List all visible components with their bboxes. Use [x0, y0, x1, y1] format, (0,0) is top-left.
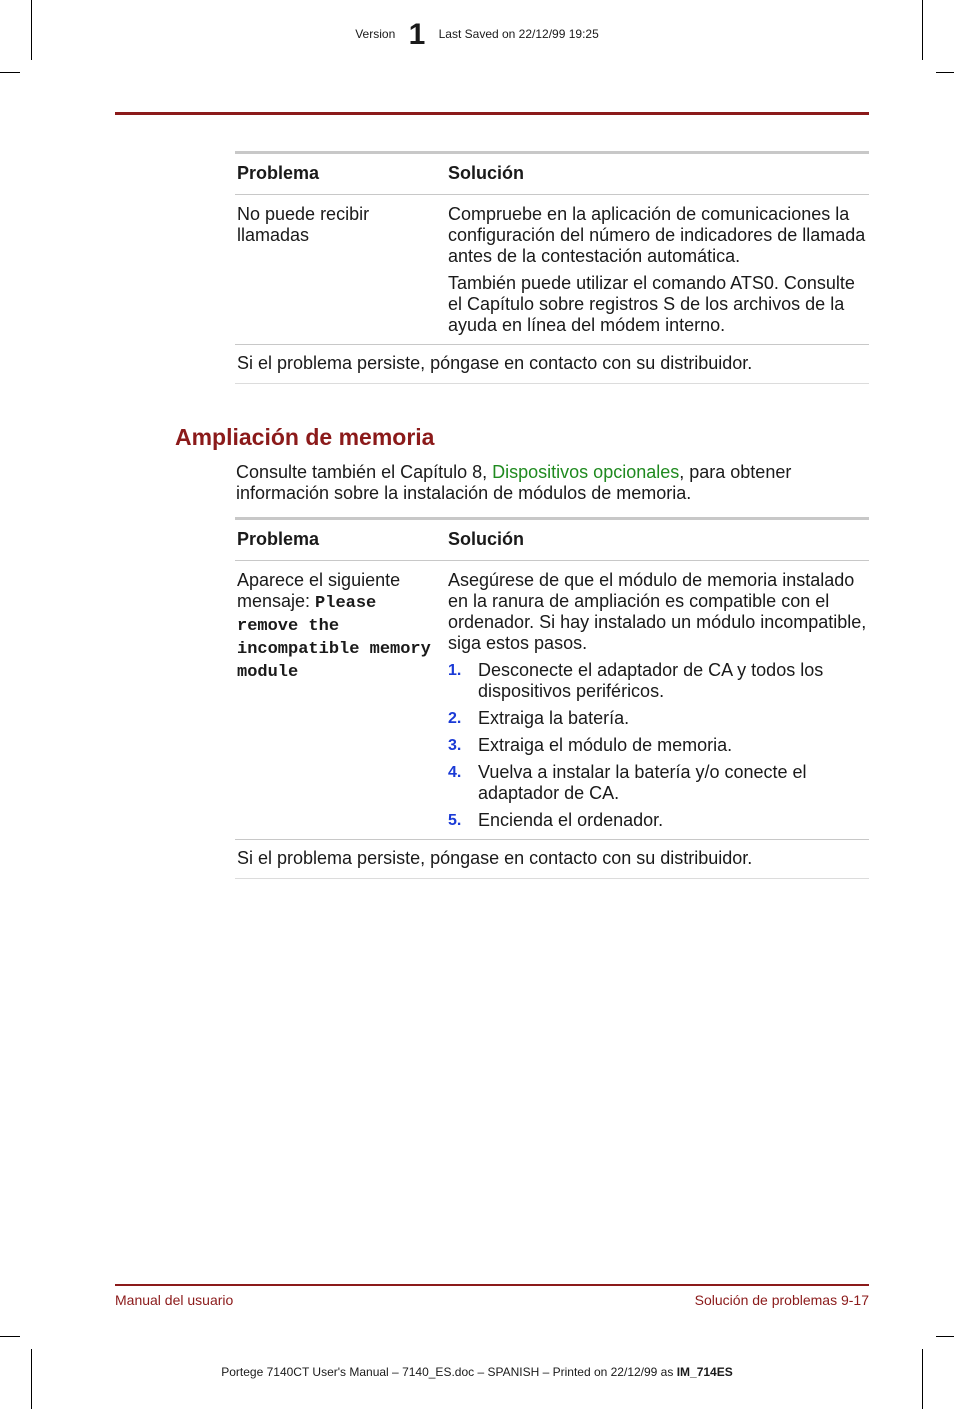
- solution-paragraph: También puede utilizar el comando ATS0. Consulte el Capítulo sobre registros S de los archivos de la ayuda en línea del módem interno.: [448, 273, 855, 335]
- table-row: [235, 561, 869, 840]
- step-number: 2.: [448, 710, 462, 727]
- version-header: [0, 18, 954, 52]
- version-number: 1: [408, 18, 426, 51]
- column-header-solution: Solución: [446, 519, 869, 561]
- crop-mark: [0, 1336, 20, 1337]
- problem-cell: [235, 561, 446, 840]
- step-text: Extraiga la batería.: [478, 708, 630, 728]
- step-text: Extraiga el módulo de memoria.: [478, 735, 733, 755]
- intro-text: Consulte también el Capítulo 8,: [236, 462, 493, 482]
- table-row: [235, 195, 869, 345]
- table-footer-note: Si el problema persiste, póngase en contacto con su distribuidor.: [235, 840, 869, 879]
- crop-mark: [922, 1349, 923, 1409]
- chapter-link[interactable]: Dispositivos opcionales: [492, 462, 680, 482]
- step-number: 3.: [448, 737, 462, 754]
- step-number: 1.: [448, 662, 462, 679]
- solution-paragraph: Asegúrese de que el módulo de memoria instalado en la ranura de ampliación es compatible con el ordenador. Si hay instalado un módulo incompatible, siga estos pasos.: [448, 570, 867, 653]
- footer-page-ref: Solución de problemas 9-17: [694, 1292, 869, 1308]
- column-header-problem: Problema: [235, 519, 446, 561]
- footer-manual-title: Manual del usuario: [115, 1292, 234, 1308]
- list-item: [448, 660, 867, 702]
- crop-mark: [936, 1336, 954, 1337]
- crop-mark: [31, 1349, 32, 1409]
- section-title: Ampliación de memoria: [175, 424, 435, 450]
- print-info-text: Portege 7140CT User's Manual – 7140_ES.doc – SPANISH – Printed on 22/12/99 as: [221, 1365, 677, 1379]
- intro-text: , para obtener información sobre la instalación de módulos de memoria.: [236, 462, 792, 503]
- print-info-code: IM_714ES: [676, 1365, 733, 1379]
- troubleshooting-table-memory: [235, 517, 869, 879]
- step-text: Vuelva a instalar la batería y/o conecte el adaptador de CA.: [478, 762, 807, 803]
- problem-cell: No puede recibir llamadas: [235, 195, 446, 345]
- print-info: [0, 1365, 954, 1379]
- list-item: [448, 735, 867, 756]
- section-intro: [236, 462, 866, 504]
- crop-mark: [936, 72, 954, 73]
- error-message-code: Please remove the incompatible memory module: [237, 594, 431, 682]
- step-number: 4.: [448, 764, 462, 781]
- troubleshooting-table-calls: [235, 151, 869, 384]
- step-text: Encienda el ordenador.: [478, 810, 664, 830]
- steps-list: [448, 660, 867, 831]
- column-header-solution: Solución: [446, 153, 869, 195]
- list-item: [448, 810, 867, 831]
- solution-cell: [446, 561, 869, 840]
- solution-cell: [446, 195, 869, 345]
- list-item: [448, 762, 867, 804]
- problem-text: Aparece el siguiente mensaje:: [237, 570, 401, 611]
- version-label: Version: [355, 27, 396, 41]
- step-text: Desconecte el adaptador de CA y todos los dispositivos periféricos.: [478, 660, 824, 701]
- column-header-problem: Problema: [235, 153, 446, 195]
- solution-paragraph: Compruebe en la aplicación de comunicaciones la configuración del número de indicadores de llamada antes de la contestación automática.: [448, 204, 866, 266]
- table-footer-note: Si el problema persiste, póngase en contacto con su distribuidor.: [235, 345, 869, 384]
- top-rule: [115, 112, 869, 115]
- step-number: 5.: [448, 812, 462, 829]
- list-item: [448, 708, 867, 729]
- last-saved: Last Saved on 22/12/99 19:25: [438, 27, 599, 41]
- crop-mark: [0, 72, 20, 73]
- bottom-rule: [115, 1284, 869, 1286]
